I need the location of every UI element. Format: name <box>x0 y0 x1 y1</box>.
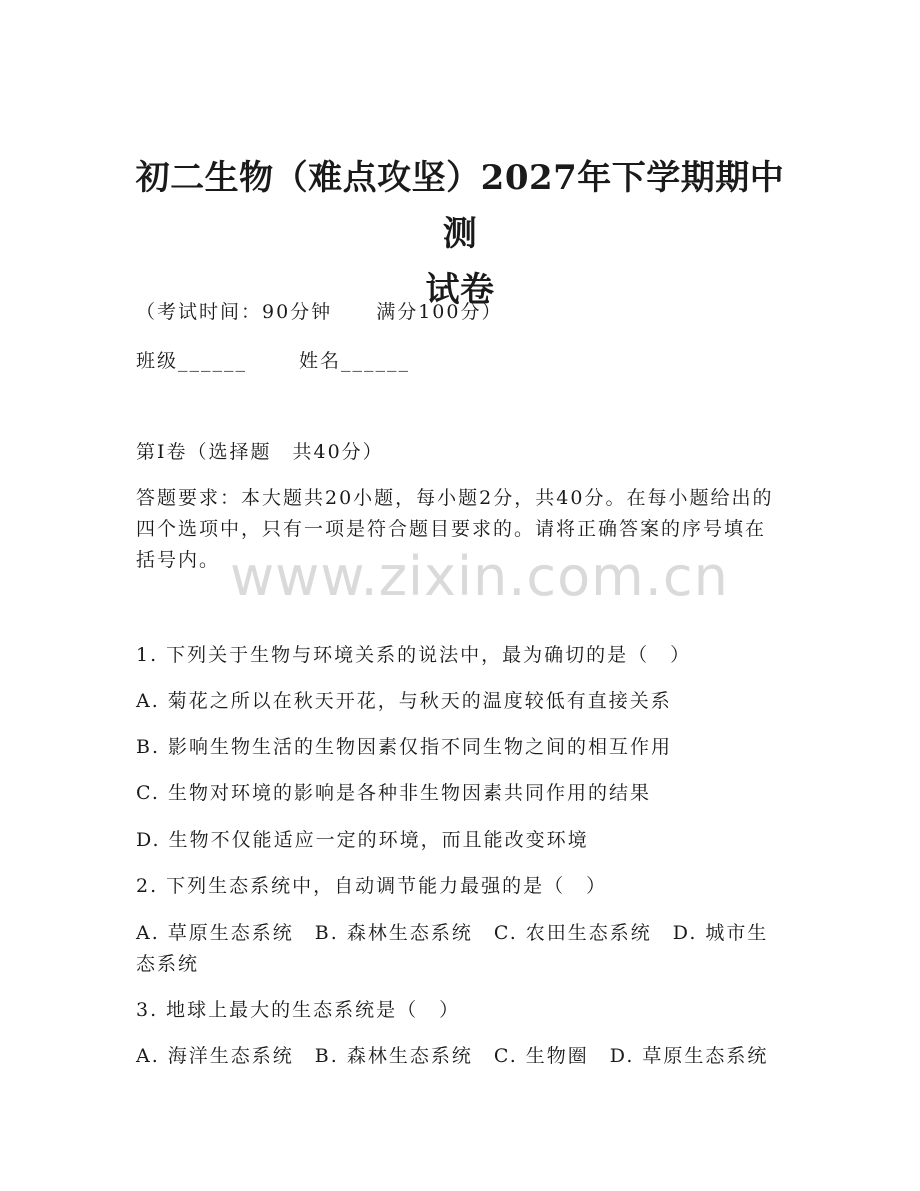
question-1-option-a: A. 菊花之所以在秋天开花，与秋天的温度较低有直接关系 <box>136 690 672 712</box>
title-line-2: 试卷 <box>425 270 495 310</box>
section-instructions: 答题要求：本大题共20小题，每小题2分，共40分。在每小题给出的四个选项中，只有一项是符合题目要求的。请将正确答案的序号填在括号内。 <box>136 487 774 571</box>
question-3-stem: 3. 地球上最大的生态系统是（ ） <box>136 999 461 1021</box>
title-line-1: 初二生物（难点攻坚）2027年下学期期中测 <box>135 158 785 254</box>
exam-info <box>136 297 786 328</box>
question-3-options: A. 海洋生态系统 B. 森林生态系统 C. 生物圈 D. 草原生态系统 <box>136 1045 769 1067</box>
question-2-options: A. 草原生态系统 B. 森林生态系统 C. 农田生态系统 D. 城市生态系统 <box>136 922 769 975</box>
exam-time: （考试时间：90分钟 <box>136 301 333 323</box>
question-1-option-d: D. 生物不仅能适应一定的环境，而且能改变环境 <box>136 829 589 851</box>
question-1-option-c: C. 生物对环境的影响是各种非生物因素共同作用的结果 <box>136 782 651 804</box>
page-title <box>120 150 800 318</box>
question-1-option-b: B. 影响生物生活的生物因素仅指不同生物之间的相互作用 <box>136 736 673 758</box>
exam-score: 满分100分） <box>376 301 503 323</box>
question-2-stem: 2. 下列生态系统中，自动调节能力最强的是（ ） <box>136 875 608 897</box>
question-1-stem: 1. 下列关于生物与环境关系的说法中，最为确切的是（ ） <box>136 644 692 666</box>
name-field: 姓名______ <box>299 350 411 372</box>
section-heading: 第Ⅰ卷（选择题 共40分） <box>136 441 384 463</box>
watermark: www.zixin.com.cn <box>230 545 729 608</box>
student-info <box>136 346 786 377</box>
class-field: 班级______ <box>136 350 248 372</box>
